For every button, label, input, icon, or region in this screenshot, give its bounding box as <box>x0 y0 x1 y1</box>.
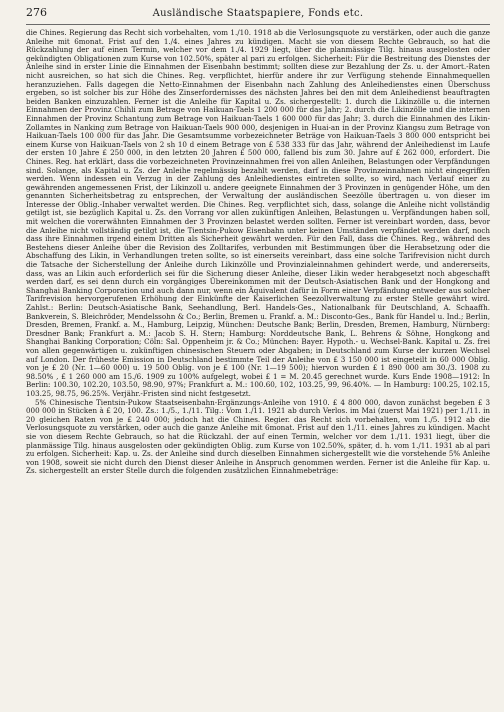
page-number: 276 <box>26 6 47 19</box>
paragraph-1908-loan: die Chines. Regierung das Recht sich vorbehalten, vom 1./10. 1918 ab die Verlosungsquote zu verstärken, oder auch die ganze Anleihe mit 6monat. Frist auf den 1./4. eines Jahres zu kündigen. Macht sie von diesem Rechte Gebrauch, so hat die Rückzahlung der auf einen Termin, welcher vor dem 1./4. 1929 liegt, über die planmässige Tilg. hinaus ausgelosten oder gekündigten Obligationen zum Kurse von 102.50%, später al pari zu erfolgen. Sicherheit: Für die Bestreitung des Dienstes der Anleihe sind in erster Linie die Einnahmen der Eisenbahn bestimmt; sollten diese zur Bezahlung der Zs. u. der Amort.-Raten nicht ausreichen, so hat sich die Chines. Reg. verpflichtet, hierfür andere ihr zur Verfügung stehende Einnahmequellen heranzuziehen. Falls dagegen die Netto-Einnahmen der Eisenbahn nach Zahlung des Anleihedienstes einen Überschuss ergeben, so ist solcher bis zur Höhe des Zinserfordernisses des nächsten Jahres bei den mit dem Anleihedienst beauftragten beiden Banken einzuzahlen. Ferner ist die Anleihe für Kapital u. Zs. sichergestellt: 1. durch die Likinzölle u. die internen Einnahmen der Provinz Chihli zum Betrage von Haikuan-Taels 1 200 000 für das Jahr; 2. durch die Likinzölle und die internen Einnahmen der Provinz Schantung zum Betrage von Haikuan-Taels 1 600 000 für das Jahr; 3. durch die Einnahmen des Likin-Zollamtes in Nanking zum Betrage von Haikuan-Taels 900 000, desjenigen in Huai-an in der Provinz Kiangsu zum Betrage von Haikuan-Taels 100 000 für das Jahr. Die Gesamtsumme vorbezeichneter Beträge von Haikuan-Taels 3 800 000 entspricht bei einem Kurse von Haikuan-Taels von 2 sh 10 d einem Betrage von £ 538 333 für das Jahr, während der Anleihedienst im Laufe der ersten 10 Jahre £ 250 000, in den letzten 20 Jahren £ 500 000, fallend bis zum 30. Jahre auf £ 262 000, erfordert. Die Chines. Reg. hat erklärt, dass die vorbezeichneten Provinzeinnahmen frei von allen Anleihen, Belastungen oder Verpfändungen sind. Solange, als Kapital u. Zs. der Anleihe regelmässig bezahlt werden, darf in diese Provinzeinnahmen nicht eingegriffen werden. Wenn indessen ein Verzug in der Zahlung des Anleihedienstes eintreten sollte, so wird, nach Verlauf einer zu gewährenden angemessenen Frist, der Likinzoll u. andere geeignete Einnahmen der 3 Provinzen in genügender Höhe, um den genannten Sicherheitsbetrag zu entsprechen, der Verwaltung der ausländischen Seezölle übertragen u. von dieser im Interesse der Oblig.-Inhaber verwaltet werden. Die Chines. Reg. verpflichtet sich, dass, solange die Anleihe nicht vollständig getilgt ist, sie bezüglich Kapital u. Zs. den Vorrang vor allen zukünftigen Anleihen, Belastungen u. Verpfändungen haben soll, mit welchen die vorerwähnten Einnahmen der 3 Provinzen belastet werden sollten. Ferner ist vereinbart worden, dass, bevor die Anleihe nicht vollständig getilgt ist, die Tientsin-Pukow Eisenbahn unter keinen Umständen verpfändet werden darf, noch dass ihre Einnahmen irgend einem Dritten als Sicherheit gewährt werden. Für den Fall, dass die Chines. Reg., während des Bestehens dieser Anleihe über die Revision des Zolltarifes, verbunden mit Bestimmungen über die Herabsetzung oder die Abschaffung des Likin, in Verhandlungen treten sollte, so ist einerseits vereinbart, dass eine solche Tarifrevision nicht durch die Tatsache der Sicherstellung der Anleihe durch Likinzölle und Provinzialeinnahmen gehindert werde, und andererseits, dass, was an Likin auch erforderlich sei für die Sicherung dieser Anleihe, dieser Likin weder herabgesetzt noch abgeschafft werden darf, es sei denn durch ein vorgängiges Übereinkommen mit der Deutsch-Asiatischen Bank und der Hongkong and Shanghai Banking Corporation und auch dann nur, wenn ein Äquivalent dafür in Form einer Verpfändung entweder aus solcher Tarifrevision hervorgerufenen Erhöhung der Einkünfte der Kaiserlichen Seezollverwaltung zu erster Stelle gewährt wird. Zahlst.: Berlin: Deutsch-Asiatische Bank, Seehandlung, Berl. Handels-Ges., Nationalbank für Deutschland, A. Schaaffh. Bankverein, S. Bleichröder, Mendelssohn & Co.; Berlin, Bremen u. Frankf. a. M.: Disconto-Ges., Bank für Handel u. Ind.; Berlin, Dresden, Bremen, Frankf. a. M., Hamburg, Leipzig, München: Deutsche Bank; Berlin, Dresden, Bremen, Hamburg, Nürnberg: Dresdner Bank; Frankfurt a. M.: Jacob S. H. Stern; Hamburg: Norddeutsche Bank, L. Behrens & Söhne, Hongkong and Shanghai Banking Corporation; Cöln: Sal. Oppenheim jr. & Co.; München: Bayer. Hypoth.- u. Wechsel-Bank. Kapital u. Zs. frei von allen gegenwärtigen u. zukünftigen chinesischen Steuern oder Abgaben; in Deutschland zum Kurse der kurzen Wechsel auf London. Der früheste Emission in Deutschland bestimmte Teil der Anleihe von £ 3 150 000 ist eingeteilt in 60 000 Oblig. von je £ 20 (Nr. 1—60 000) u. 19 500 Oblig. von je £ 100 (Nr. 1—19 500); hiervon wurden £ 1 890 000 am 30./3. 1908 zu 98.50% , £ 1 260 000 am 15./6. 1909 zu 100% aufgelegt, wobei £ 1 = M. 20.45 gerechnet wurde. Kurs Ende 1908—1912: In Berlin: 100.30, 102.20, 103.50, 98.90, 97%; Frankfurt a. M.: 100.60, 102, 103.25, 99, 96.40%. — In Hamburg: 100.25, 102.15, 103.25, 98.75, 96.25%. Verjähr.-Fristen sind nicht festgesetzt. <box>26 28 490 398</box>
page-header <box>26 6 490 25</box>
running-title: Ausländische Staatspapiere, Fonds etc. <box>152 8 364 19</box>
paragraph-1910-loan: 5% Chinesische Tientsin-Pukow Staatseisenbahn-Ergänzungs-Anleihe von 1910. £ 4 800 000, davon zunächst begeben £ 3 000 000 in Stücken à £ 20, 100. Zs.: 1./5., 1./11. Tilg.: Vom 1./11. 1921 ab durch Verlos. im Mai (zuerst Mai 1921) per 1./11. in 20 gleichen Raten von je £ 240 000; jedoch hat die Chines. Regier. das Recht sich vorbehalten, vom 1./5. 1912 ab die Verlosungsquote zu verstärken, oder auch die ganze Anleihe mit 6monat. Frist auf den 1./11. eines Jahres zu kündigen. Macht sie von diesem Rechte Gebrauch, so hat die Rückzahl. der auf einen Termin, welcher vor dem 1./11. 1931 liegt, über die planmässige Tilg. hinaus ausgelosten oder gekündigten Oblig. zum Kurse von 102.50%, später, d. h. vom 1./11. 1931 ab al pari zu erfolgen. Sicherheit: Kap. u. Zs. der Anleihe sind durch dieselben Einnahmen sichergestellt wie die vorstehende 5% Anleihe von 1908, soweit sie nicht durch den Dienst dieser Anleihe in Anspruch genommen werden. Ferner ist die Anleihe für Kap. u. Zs. sichergestellt an erster Stelle durch die folgenden zusätzlichen Einnahmebeträge: <box>26 397 490 476</box>
document-body <box>26 29 490 476</box>
